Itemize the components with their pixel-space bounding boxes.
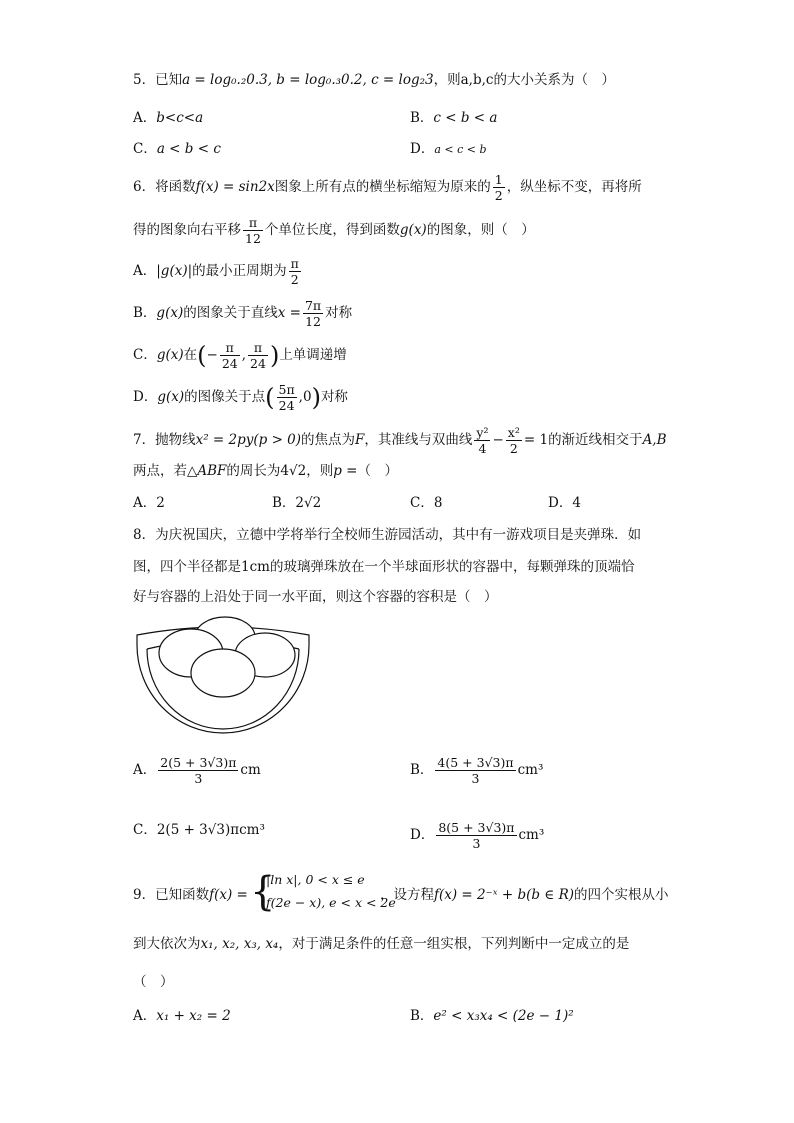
q8-option-b: B． $\frac{4(5 + 3√3)\pi}{3}$ cm³ <box>410 755 544 786</box>
q9-stem-line2: 到大依次为x₁, x₂, x₃, x₄，对于满足条件的任意一组实根，下列判断中一定成立的是 <box>133 936 630 952</box>
bowl-with-marbles-figure <box>133 613 313 739</box>
q5-option-d: D．a < c < b <box>410 141 487 157</box>
q7-stem-line1: 7．抛物线x² = 2py(p > 0)的焦点为F，其准线与双曲线 $\frac{\text{y²}}{4}$ − $\frac{\text{x²}}{2}$ = 1的渐近线相交于A,B <box>133 425 667 456</box>
piecewise-brace: { <box>250 869 276 915</box>
q8-option-d: D． $\frac{8(5 + 3√3)\pi}{3}$ cm³ <box>410 820 545 851</box>
q8-stem-line1: 8．为庆祝国庆，立德中学将举行全校师生游园活动，其中有一游戏项目是夹弹珠．如 <box>133 527 642 543</box>
q6-option-a: A．|g(x)|的最小正周期为 $\frac{\pi}{2}$ <box>133 256 299 287</box>
q9-option-b: B．e² < x₃x₄ < (2e − 1)² <box>410 1008 574 1024</box>
q5-stem <box>133 70 615 90</box>
q9-stem-line3: （ ） <box>133 974 174 990</box>
q5-expression: a = log₀.₂0.3, b = log₀.₃0.2, c = log₂3 <box>182 72 434 88</box>
q7-option-d: D．4 <box>548 495 581 511</box>
q7-option-b: B．2√2 <box>272 495 322 511</box>
q6-option-d: D．g(x)的图像关于点( $\frac{5\pi}{24}$ ,0)对称 <box>133 382 348 413</box>
q9-option-a: A．x₁ + x₂ = 2 <box>133 1008 231 1024</box>
q6-shift-fraction: $\frac{\pi}{12}$ <box>245 215 261 246</box>
q7-option-a: A．2 <box>133 495 165 511</box>
q8-stem-line3: 好与容器的上沿处于同一水平面，则这个容器的容积是（ ） <box>133 589 498 605</box>
q6-half-fraction: $\frac{1}{2}$ <box>494 172 503 203</box>
q7-option-c: C．8 <box>410 495 443 511</box>
q8-option-c: C．2(5 + 3√3)πcm³ <box>133 822 265 838</box>
piecewise-case-2: f(2e − x), e < x < 2e <box>266 895 396 910</box>
q7-stem-line2: 两点，若△ABF的周长为4√2，则p =（ ） <box>133 463 398 479</box>
q5-option-b: B．c < b < a <box>410 110 498 126</box>
q9-stem-start: 9．已知函数f(x) = <box>133 887 248 903</box>
q5-prefix: 5．已知 <box>133 72 183 88</box>
q6-option-b: B．g(x)的图象关于直线x = $\frac{7\pi}{12}$ 对称 <box>133 298 353 329</box>
q6-stem-line1: 6．将函数f(x) = sin2x图象上所有点的横坐标缩短为原来的 $\frac{1}{2}$ ，纵坐标不变，再将所 <box>133 172 642 203</box>
q5-option-a: A．b<c<a <box>133 110 204 126</box>
q9-stem-end: ，设方程f(x) = 2⁻ˣ + b(b ∈ R)的四个实根从小 <box>380 887 669 903</box>
q5-option-c: C．a < b < c <box>133 141 221 157</box>
q5-suffix: ，则a,b,c的大小关系为（ ） <box>433 72 615 88</box>
marble-front <box>191 649 255 697</box>
q6-stem-line2: 得的图象向右平移 $\frac{\pi}{12}$ 个单位长度，得到函数g(x)的图象，则（ ） <box>133 215 535 246</box>
q8-stem-line2: 图，四个半径都是1cm的玻璃弹珠放在一个半球面形状的容器中，每颗弹珠的顶端恰 <box>133 559 635 575</box>
q8-option-a: A． $\frac{2(5 + 3√3)\pi}{3}$ cm <box>133 755 261 786</box>
piecewise-case-1: |ln x|, 0 < x ≤ e <box>266 872 365 887</box>
q6-option-c: C．g(x)在(− $\frac{\pi}{24}$ , $\frac{\pi}{24}$ )上单调递增 <box>133 340 347 371</box>
